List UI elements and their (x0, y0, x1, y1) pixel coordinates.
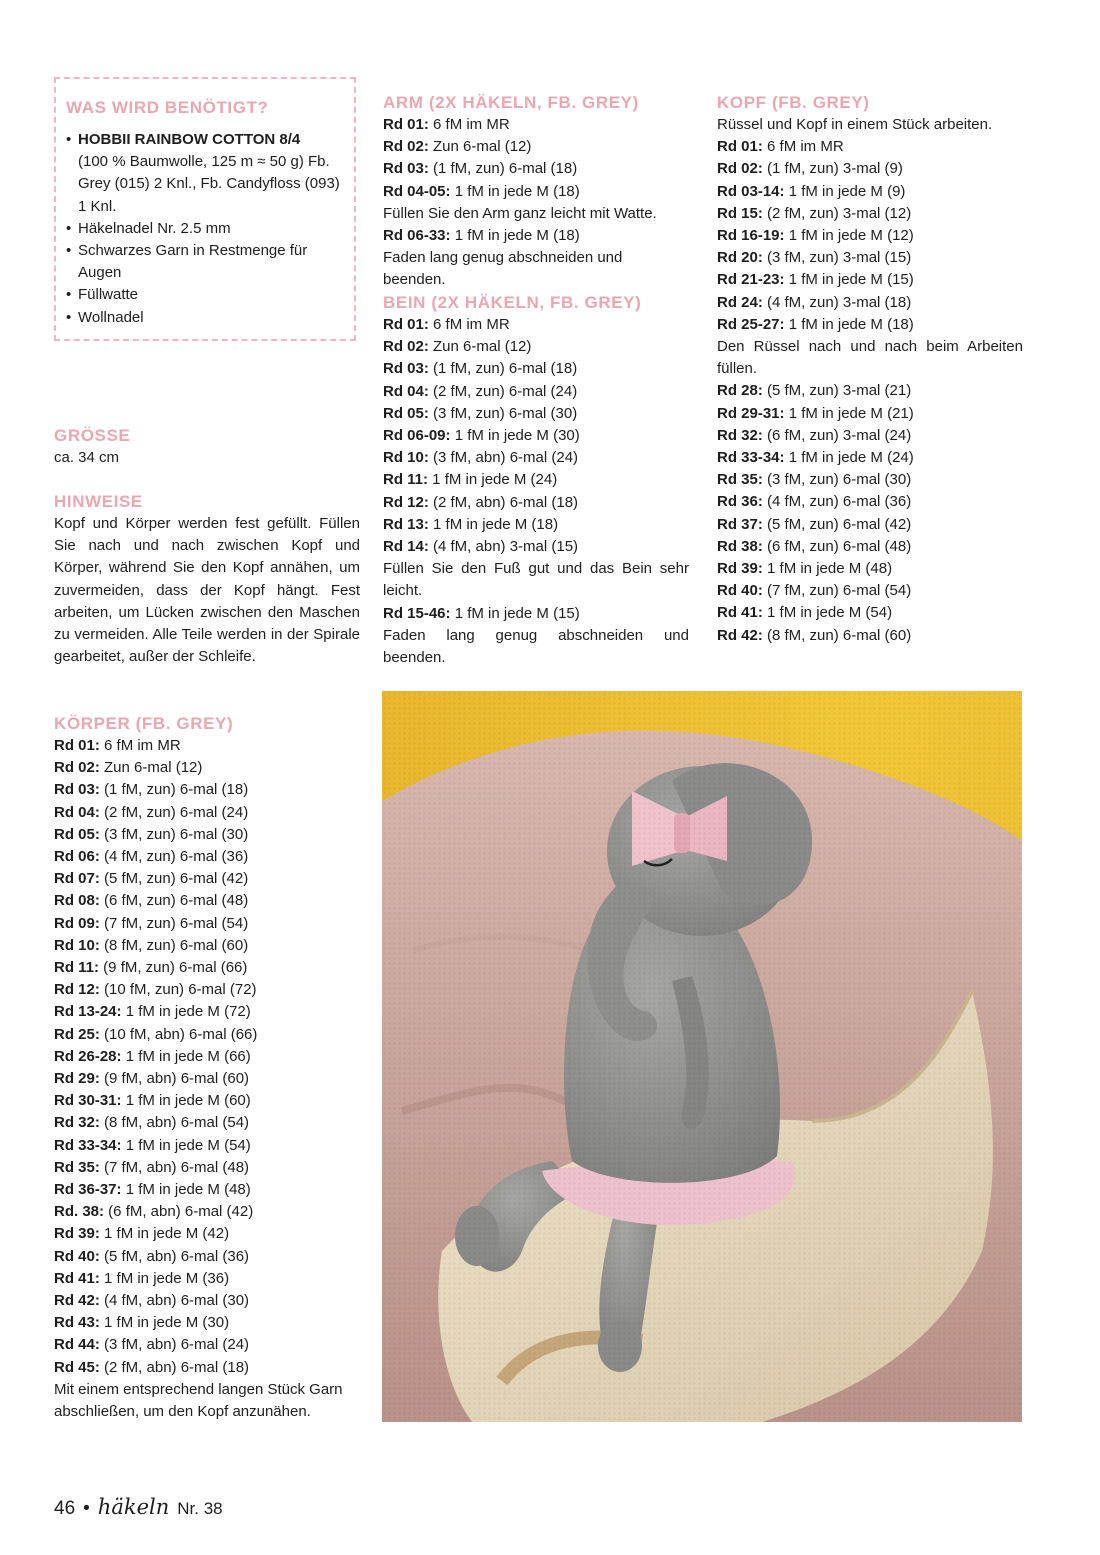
size-text: ca. 34 cm (54, 449, 120, 466)
round-label: Rd 44: (54, 1336, 100, 1354)
head-line (717, 625, 1023, 647)
size-heading: GRÖSSE (54, 426, 131, 445)
round-text: 1 fM in jede M (24) (784, 449, 914, 467)
leg-line (383, 336, 689, 358)
round-text: (1 fM, zun) 6-mal (18) (99, 781, 249, 799)
round-label: Rd 03: (383, 360, 429, 378)
arm-section (383, 92, 689, 292)
round-text: 1 fM in jede M (15) (450, 604, 580, 622)
round-label: Rd 28: (717, 382, 763, 400)
materials-heading: WAS WIRD BENÖTIGT? (66, 98, 269, 117)
round-label: Rd 14: (383, 538, 429, 556)
body-section (54, 713, 364, 1423)
materials-list (66, 129, 352, 329)
body-line (54, 1334, 364, 1356)
body-line (54, 979, 364, 1001)
round-label: Rd 06-09: (383, 427, 451, 445)
round-label: Rd 07: (54, 870, 100, 888)
round-text: (6 fM, zun) 6-mal (48) (762, 537, 912, 555)
round-label: Rd. 38: (54, 1203, 105, 1221)
round-text: 1 fM in jede M (21) (784, 404, 914, 422)
round-text: Füllen Sie den Fuß gut und das Bein sehr leicht. (383, 560, 689, 600)
leg-line (383, 447, 689, 469)
round-text: 6 fM im MR (428, 116, 510, 133)
round-text: (3 fM, zun) 6-mal (30) (428, 404, 578, 422)
head-line (717, 114, 1023, 136)
footer-bullet: • (83, 1498, 90, 1519)
round-text: Zun 6-mal (12) (99, 759, 203, 777)
leg-line (383, 514, 689, 536)
round-text: (2 fM, zun) 6-mal (24) (99, 803, 249, 821)
round-label: Rd 01: (54, 737, 100, 754)
round-text: 1 fM in jede M (48) (121, 1181, 251, 1199)
arm-line (383, 114, 689, 136)
leg-line (383, 425, 689, 447)
round-text: Mit einem entsprechend langen Stück Garn abschließen, um den Kopf anzunähen. (54, 1380, 343, 1421)
body-line (54, 735, 364, 757)
leg-line (383, 314, 689, 336)
round-text: 1 fM in jede M (18) (428, 515, 559, 533)
body-instructions (54, 735, 364, 1423)
materials-item (66, 129, 352, 218)
leg-line (383, 381, 689, 403)
body-line (54, 1024, 364, 1046)
round-text: (3 fM, zun) 3-mal (15) (762, 249, 912, 267)
round-label: Rd 40: (54, 1247, 100, 1265)
round-label: Rd 01: (383, 316, 429, 333)
round-text: (4 fM, abn) 3-mal (15) (428, 538, 579, 556)
head-line (717, 181, 1023, 203)
body-line (54, 890, 364, 912)
round-label: Rd 03: (54, 781, 100, 799)
round-label: Rd 41: (717, 604, 763, 622)
head-line (717, 403, 1023, 425)
body-line (54, 1357, 364, 1379)
round-text: 1 fM in jede M (36) (99, 1269, 230, 1287)
round-text: (1 fM, zun) 6-mal (18) (428, 160, 578, 178)
materials-item (66, 284, 352, 306)
size-section (54, 425, 360, 469)
round-label: Rd 04: (383, 382, 429, 400)
round-text: (4 fM, zun) 3-mal (18) (762, 293, 912, 311)
round-text: (1 fM, zun) 6-mal (18) (428, 360, 578, 378)
arm-line (383, 247, 689, 291)
round-label: Rd 39: (54, 1225, 100, 1243)
round-label: Rd 05: (54, 825, 100, 843)
round-label: Rd 33-34: (717, 449, 785, 467)
leg-section (383, 292, 689, 669)
round-text: (10 fM, abn) 6-mal (66) (99, 1025, 258, 1043)
round-text: 1 fM in jede M (30) (99, 1314, 230, 1332)
round-text: 1 fM in jede M (60) (121, 1092, 251, 1110)
round-label: Rd 16-19: (717, 227, 785, 245)
round-label: Rd 37: (717, 515, 763, 533)
leg-line (383, 358, 689, 380)
head-line (717, 514, 1023, 536)
round-label: Rd 39: (717, 560, 763, 578)
round-label: Rd 05: (383, 404, 429, 422)
body-line (54, 1090, 364, 1112)
body-heading: KÖRPER (FB. GREY) (54, 714, 234, 733)
body-line (54, 1379, 364, 1423)
materials-item-text: Füllwatte (78, 286, 139, 304)
round-text: Zun 6-mal (12) (428, 338, 532, 356)
round-text: Zun 6-mal (12) (428, 138, 532, 156)
body-line (54, 846, 364, 868)
head-line (717, 491, 1023, 513)
round-label: Rd 25-27: (717, 315, 785, 333)
arm-line (383, 203, 689, 225)
head-line (717, 136, 1023, 158)
round-label: Rd 36-37: (54, 1181, 122, 1199)
body-line (54, 1312, 364, 1334)
round-label: Rd 30-31: (54, 1092, 122, 1110)
body-line (54, 1001, 364, 1023)
leg-line (383, 469, 689, 491)
body-line (54, 1157, 364, 1179)
round-text: 1 fM in jede M (42) (99, 1225, 230, 1243)
head-line (717, 314, 1023, 336)
page-footer (54, 1494, 223, 1522)
round-label: Rd 21-23: (717, 271, 785, 289)
round-label: Rd 02: (383, 338, 429, 356)
arm-instructions (383, 114, 689, 292)
round-text: 1 fM in jede M (54) (762, 604, 893, 622)
round-label: Rd 41: (54, 1269, 100, 1287)
head-heading: KOPF (FB. GREY) (717, 93, 870, 112)
round-label: Rd 08: (54, 892, 100, 910)
round-text: (2 fM, zun) 6-mal (24) (428, 382, 578, 400)
round-text: 1 fM in jede M (48) (762, 560, 893, 578)
head-line (717, 447, 1023, 469)
round-label: Rd 01: (717, 138, 763, 156)
round-label: Rd 13: (383, 515, 429, 533)
round-text: (7 fM, zun) 6-mal (54) (762, 582, 912, 600)
materials-item-title: HOBBII RAINBOW COTTON 8/4 (78, 131, 301, 148)
round-label: Rd 02: (383, 138, 429, 156)
elephant-photo (382, 691, 1022, 1422)
body-line (54, 1201, 364, 1223)
round-text: (6 fM, zun) 6-mal (48) (99, 892, 249, 910)
round-text: Füllen Sie den Arm ganz leicht mit Watte. (383, 204, 657, 222)
round-text: 6 fM im MR (99, 737, 181, 754)
round-label: Rd 03: (383, 160, 429, 178)
body-line (54, 802, 364, 824)
body-line (54, 913, 364, 935)
magazine-logo: häkeln (97, 1495, 170, 1519)
leg-instructions (383, 314, 689, 669)
body-line (54, 824, 364, 846)
materials-item-text: Wollnadel (78, 308, 144, 326)
round-label: Rd 12: (54, 981, 100, 999)
head-instructions (717, 114, 1023, 647)
round-label: Rd 35: (54, 1158, 100, 1176)
leg-line (383, 492, 689, 514)
round-text: 1 fM in jede M (18) (450, 182, 580, 200)
head-line (717, 580, 1023, 602)
round-text: 1 fM in jede M (72) (121, 1003, 251, 1021)
round-text: 6 fM im MR (428, 316, 510, 333)
round-label: Rd 25: (54, 1025, 100, 1043)
round-label: Rd 06: (54, 848, 100, 866)
arm-line (383, 181, 689, 203)
round-label: Rd 32: (717, 426, 763, 444)
round-text: (3 fM, zun) 6-mal (30) (762, 471, 912, 489)
leg-line (383, 403, 689, 425)
round-text: (10 fM, zun) 6-mal (72) (99, 981, 257, 999)
round-label: Rd 42: (54, 1292, 100, 1310)
head-line (717, 292, 1023, 314)
materials-item-text: Schwarzes Garn in Restmenge für Augen (78, 242, 308, 282)
round-label: Rd 40: (717, 582, 763, 600)
arm-heading: ARM (2X HÄKELN, FB. GREY) (383, 93, 639, 112)
round-text: (5 fM, abn) 6-mal (36) (99, 1247, 250, 1265)
head-line (717, 380, 1023, 402)
body-line (54, 757, 364, 779)
head-line (717, 247, 1023, 269)
round-label: Rd 45: (54, 1358, 100, 1376)
round-text: (6 fM, zun) 3-mal (24) (762, 426, 912, 444)
round-text: (8 fM, abn) 6-mal (54) (99, 1114, 250, 1132)
round-text: (3 fM, abn) 6-mal (24) (99, 1336, 250, 1354)
round-label: Rd 32: (54, 1114, 100, 1132)
body-line (54, 935, 364, 957)
round-label: Rd 11: (383, 471, 429, 489)
round-text: 1 fM in jede M (18) (450, 227, 580, 245)
materials-item-text: (100 % Baumwolle, 125 m ≈ 50 g) Fb. Grey (015) 2 Knl., Fb. Candyfloss (093) 1 Knl. (78, 153, 340, 215)
page-number: 46 (54, 1498, 76, 1519)
round-text: Rüssel und Kopf in einem Stück arbeiten. (717, 116, 993, 133)
round-label: Rd 42: (717, 626, 763, 644)
arm-line (383, 225, 689, 247)
round-label: Rd 12: (383, 493, 429, 511)
leg-line (383, 603, 689, 625)
hints-section (54, 491, 360, 668)
round-text: 1 fM in jede M (15) (784, 271, 914, 289)
body-line (54, 1046, 364, 1068)
round-text: (9 fM, abn) 6-mal (60) (99, 1070, 250, 1088)
materials-item (66, 218, 352, 240)
round-text: (4 fM, abn) 6-mal (30) (99, 1292, 250, 1310)
round-text: (7 fM, zun) 6-mal (54) (99, 914, 249, 932)
head-line (717, 269, 1023, 291)
round-text: 1 fM in jede M (30) (450, 427, 580, 445)
body-line (54, 868, 364, 890)
leg-line (383, 536, 689, 558)
body-line (54, 1223, 364, 1245)
round-text: (4 fM, zun) 6-mal (36) (762, 493, 912, 511)
materials-box (54, 77, 356, 341)
round-text: Faden lang genug abschneiden und beenden. (383, 626, 689, 667)
round-label: Rd 10: (383, 449, 429, 467)
round-text: 1 fM in jede M (9) (784, 182, 906, 200)
round-text: (1 fM, zun) 3-mal (9) (762, 160, 903, 178)
round-text: (6 fM, abn) 6-mal (42) (104, 1203, 254, 1221)
round-label: Rd 13-24: (54, 1003, 122, 1021)
head-section (717, 92, 1023, 647)
head-line (717, 158, 1023, 180)
round-text: 1 fM in jede M (66) (121, 1047, 251, 1065)
materials-item-text: Häkelnadel Nr. 2.5 mm (78, 219, 231, 237)
round-text: 1 fM in jede M (24) (428, 471, 558, 489)
round-text: Faden lang genug abschneiden und beenden. (383, 249, 623, 289)
round-label: Rd 10: (54, 936, 100, 954)
round-text: (3 fM, abn) 6-mal (24) (428, 449, 579, 467)
round-label: Rd 29: (54, 1070, 100, 1088)
body-line (54, 1068, 364, 1090)
hints-text: Kopf und Körper werden fest gefüllt. Füllen Sie nach und nach zwischen Kopf und Körper, während Sie den Kopf annähen, um zuvermeiden, dass der Kopf hängt. Fest arbeiten, um Lücken zwischen den Maschen zu vermeiden. Alle Teile werden in der Spirale gearbeitet, außer der Schleife. (54, 515, 360, 666)
round-label: Rd 24: (717, 293, 763, 311)
round-text: 1 fM in jede M (12) (784, 227, 914, 245)
head-line (717, 602, 1023, 624)
round-label: Rd 38: (717, 537, 763, 555)
arm-line (383, 158, 689, 180)
round-label: Rd 11: (54, 959, 100, 977)
round-text: (5 fM, zun) 6-mal (42) (99, 870, 249, 888)
round-label: Rd 33-34: (54, 1136, 122, 1154)
materials-item (66, 307, 352, 329)
head-line (717, 536, 1023, 558)
round-label: Rd 02: (54, 759, 100, 777)
round-text: (5 fM, zun) 3-mal (21) (762, 382, 912, 400)
head-line (717, 225, 1023, 247)
round-text: Den Rüssel nach und nach beim Arbeiten füllen. (717, 338, 1023, 378)
head-line (717, 336, 1023, 380)
round-text: (7 fM, abn) 6-mal (48) (99, 1158, 250, 1176)
round-label: Rd 36: (717, 493, 763, 511)
round-label: Rd 09: (54, 914, 100, 932)
body-line (54, 957, 364, 979)
round-text: (2 fM, abn) 6-mal (18) (428, 493, 579, 511)
round-text: (9 fM, zun) 6-mal (66) (99, 959, 248, 977)
leg-line (383, 558, 689, 602)
round-label: Rd 06-33: (383, 227, 451, 245)
round-text: (3 fM, zun) 6-mal (30) (99, 825, 249, 843)
materials-item (66, 240, 352, 284)
round-label: Rd 15: (717, 204, 763, 222)
round-text: 1 fM in jede M (18) (784, 315, 914, 333)
round-text: 1 fM in jede M (54) (121, 1136, 251, 1154)
round-label: Rd 29-31: (717, 404, 785, 422)
round-label: Rd 43: (54, 1314, 100, 1332)
head-line (717, 558, 1023, 580)
leg-heading: BEIN (2X HÄKELN, FB. GREY) (383, 293, 642, 312)
round-label: Rd 35: (717, 471, 763, 489)
round-label: Rd 20: (717, 249, 763, 267)
round-text: (2 fM, zun) 3-mal (12) (762, 204, 912, 222)
body-line (54, 1179, 364, 1201)
leg-line (383, 625, 689, 669)
round-text: (8 fM, zun) 6-mal (60) (762, 626, 912, 644)
round-label: Rd 03-14: (717, 182, 785, 200)
round-text: (4 fM, zun) 6-mal (36) (99, 848, 249, 866)
head-line (717, 203, 1023, 225)
round-text: (2 fM, abn) 6-mal (18) (99, 1358, 250, 1376)
issue-number: Nr. 38 (177, 1499, 223, 1518)
round-label: Rd 15-46: (383, 604, 451, 622)
hints-heading: HINWEISE (54, 492, 143, 511)
body-line (54, 1112, 364, 1134)
arm-line (383, 136, 689, 158)
round-text: (8 fM, zun) 6-mal (60) (99, 936, 249, 954)
body-line (54, 1290, 364, 1312)
body-line (54, 1246, 364, 1268)
body-line (54, 1135, 364, 1157)
body-line (54, 779, 364, 801)
round-text: 6 fM im MR (762, 138, 844, 156)
head-line (717, 425, 1023, 447)
round-text: (5 fM, zun) 6-mal (42) (762, 515, 912, 533)
round-label: Rd 04-05: (383, 182, 451, 200)
round-label: Rd 26-28: (54, 1047, 122, 1065)
round-label: Rd 02: (717, 160, 763, 178)
round-label: Rd 04: (54, 803, 100, 821)
round-label: Rd 01: (383, 116, 429, 133)
body-line (54, 1268, 364, 1290)
head-line (717, 469, 1023, 491)
